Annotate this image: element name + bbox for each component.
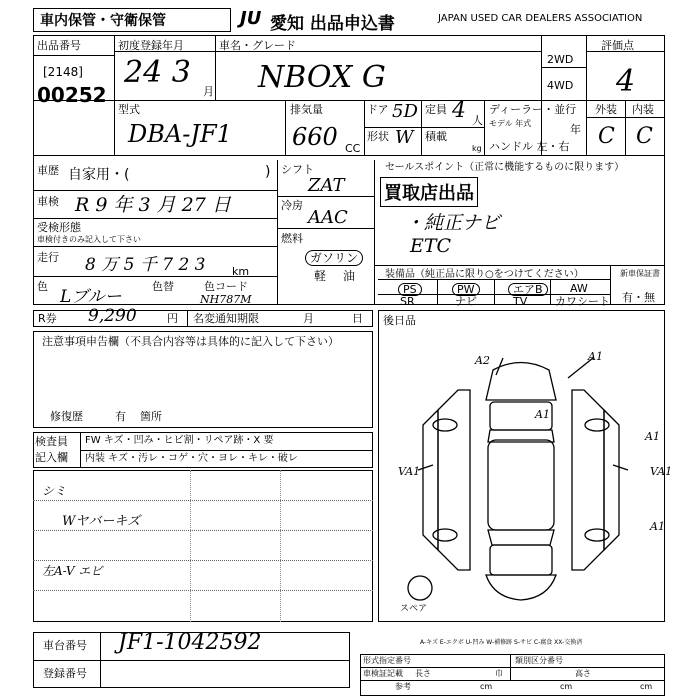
fuel-label: 燃料 [281, 232, 303, 245]
inspection-label: 車検 [37, 195, 59, 208]
year-unit: 年 [570, 123, 581, 136]
register-label: 登録番号 [43, 667, 87, 680]
interior-label: 内装 [632, 103, 654, 116]
color-value: Lブルー [60, 287, 122, 307]
interior-value: C [636, 124, 653, 149]
repair-label: 修復歴 [50, 410, 83, 423]
shift-value: ZAT [308, 175, 345, 196]
mark-a1-rear: A1 [650, 520, 665, 533]
capacity-label: 定員 [425, 103, 447, 116]
tailgate-shape [490, 545, 552, 575]
fuel-gas: ガソリン [305, 250, 363, 266]
damage-legend: A-キズ E-エクボ U-凹み W-補修跡 S-サビ C-腐食 XX-交換済 [420, 639, 583, 646]
kg-unit: kg [472, 144, 482, 153]
mark-a1-right: A1 [645, 430, 660, 443]
rear-glass-shape [488, 530, 554, 545]
model-year-label: モデル 年式 [489, 119, 532, 128]
inspector-note-3: 左A-V エビ [42, 564, 103, 578]
form-title: 愛知 出品申込書 [270, 14, 395, 34]
height-label: 高さ [575, 669, 591, 678]
load-label: 積載 [425, 130, 447, 143]
name-change-label: 名変通知期限 [193, 312, 259, 325]
receive-label: 受検形態 [37, 221, 81, 234]
after-label: 後日品 [383, 314, 416, 327]
equip-sr: SR [400, 295, 415, 308]
model-value: NBOX G [258, 60, 386, 95]
drive-2wd: 2WD [547, 53, 574, 66]
equip-tv: TV [513, 295, 528, 308]
inspector-note-1: シミ [42, 484, 67, 498]
exterior-value: C [598, 124, 615, 149]
cm-3: cm [640, 682, 653, 691]
right-door-shape [604, 410, 619, 550]
displacement-value: 660 [292, 123, 338, 151]
type-label: 型式 [118, 103, 140, 116]
model-label: 車名・グレード [219, 39, 296, 52]
history-value: 自家用・( [68, 167, 130, 183]
warranty-value: 有・無 [622, 291, 655, 304]
spec-label: 形式指定番号 [363, 656, 411, 665]
shape-label: 形状 [367, 130, 389, 143]
mark-a1-front: A1 [588, 350, 603, 363]
door-value: 5D [392, 101, 418, 122]
rear-bumper-shape [486, 575, 556, 600]
sales-point-label: セールスポイント（正常に機能するものに限ります） [385, 162, 625, 173]
shift-label: シフト [281, 163, 314, 176]
ac-label: 冷房 [281, 199, 303, 212]
inspector-row-1: FW キズ・凹み・ヒビ割・リペア跡・X 要 [85, 435, 274, 446]
wheel-fr [585, 419, 609, 431]
buyback-stamp: 買取店出品 [380, 177, 478, 207]
mark-a1-hood: A1 [535, 408, 550, 421]
spare-label: スペア [400, 604, 428, 614]
first-reg-value: 24 3 [124, 55, 191, 90]
registered-label: 車検証記載 [363, 669, 403, 678]
door-label: ドア [367, 103, 389, 116]
notes-label: 注意事項申告欄（不具合内容等は具体的に記入して下さい） [42, 335, 339, 348]
lot-sub: [2148] [43, 65, 83, 79]
repair-location: 箇所 [140, 410, 162, 423]
chassis-label: 車台番号 [43, 639, 87, 652]
handle-label: ハンドル 左・右 [489, 140, 570, 153]
displacement-label: 排気量 [290, 103, 323, 116]
wheel-rl [433, 529, 457, 541]
mileage-label: 走行 [37, 251, 59, 264]
equipment-label: 装備品（純正品に限り○をつけてください） [385, 269, 584, 280]
month-unit: 月 [203, 85, 214, 98]
repair-value: 有 [115, 410, 126, 423]
wheel-rr [585, 529, 609, 541]
name-change-day: 日 [352, 312, 363, 325]
drive-4wd: 4WD [547, 79, 574, 92]
mark-a2: A2 [475, 354, 490, 367]
inspector-notes-area [33, 470, 373, 622]
cm-2: cm [560, 682, 573, 691]
lot-label: 出品番号 [37, 39, 81, 52]
warranty-label: 新車保証書 [620, 269, 660, 278]
capacity-unit: 人 [472, 114, 483, 127]
color-change-label: 色替 [152, 280, 174, 293]
recycle-value: 9,290 [88, 306, 137, 326]
score-value: 4 [616, 64, 636, 99]
cm-1: cm [480, 682, 493, 691]
name-change-month: 月 [303, 312, 314, 325]
inspection-value: R 9 年 3 月 27 日 [75, 194, 231, 216]
roof-shape [488, 440, 554, 530]
inspector-note-2: Wヤバーキズ [62, 514, 141, 529]
car-diagram [378, 330, 665, 620]
history-label: 車歴 [37, 164, 59, 177]
storage-tag-box [33, 8, 231, 32]
capacity-value: 4 [452, 98, 466, 123]
chassis-value: JF1-1042592 [118, 630, 262, 655]
inspector-label-2: 記入欄 [35, 451, 68, 464]
equip-leather: カワシート [555, 295, 610, 308]
km-unit: km [232, 265, 250, 278]
mileage-value: 8 万 5 千 7 2 3 [85, 255, 206, 275]
score-label: 評価点 [601, 39, 634, 52]
ju-logo: JU [240, 8, 262, 29]
receive-note: 車検付きのみ記入して下さい [37, 235, 141, 244]
length-label: 長さ [415, 669, 431, 678]
class-label: 類別区分番号 [515, 656, 563, 665]
yen-unit: 円 [167, 312, 178, 325]
ac-value: AAC [308, 207, 348, 228]
color-code-label: 色コード [204, 280, 248, 293]
equip-aw: AW [570, 282, 588, 295]
fuel-oil: 油 [343, 269, 356, 283]
sales-line-1: ・純正ナビ [405, 212, 501, 234]
shape-value: W [395, 127, 414, 148]
ref-label: 参考 [395, 682, 411, 691]
type-value: DBA-JF1 [128, 120, 232, 148]
left-door-shape [423, 410, 438, 550]
storage-tag: 車内保管・守衛保管 [40, 13, 166, 29]
equip-ps: PS [398, 283, 422, 296]
wheel-fl [433, 419, 457, 431]
spare-tire-shape [408, 576, 432, 600]
recycle-label: R券 [38, 312, 57, 325]
cc-unit: CC [345, 142, 361, 155]
first-reg-label: 初度登録年月 [118, 39, 184, 52]
right-side-shape [572, 390, 604, 570]
equip-airbag: エアB [508, 283, 548, 296]
fuel-light: 軽 [314, 269, 327, 283]
equip-pw: PW [452, 283, 480, 296]
color-label: 色 [37, 280, 48, 293]
equip-navi: ナビ [455, 295, 477, 308]
exterior-label: 外装 [595, 103, 617, 116]
inspector-label-1: 検査員 [35, 435, 68, 448]
front-bumper-shape [486, 363, 556, 401]
mark-va1-right: VA1 [650, 465, 673, 478]
inspector-row-2: 内装 キズ・汚レ・コゲ・穴・ヨレ・キレ・破レ [85, 453, 298, 464]
left-side-shape [438, 390, 470, 570]
width-label: 巾 [495, 669, 503, 678]
sales-line-2: ETC [410, 235, 452, 257]
auction-sheet: 車内保管・守衛保管 JU 愛知 出品申込書 JAPAN USED CAR DEALERS ASSOCIATION 出品番号 [2148] 00252 初度登録年月 24 3 月 車名・グレード NBOX G 2WD 4WD 評価点 4 型式 DBA-JF1 排気量 660 CC ドア 5D 形状 W 定員 4 人 積載 kg ディーラー・並行 モデル 年式 年 ハンドル 左・右 外装 内装 C C 車歴 自家用・( ) 車検 R 9 年 3 月 27 日 受検形態 車検付きのみ記入して下さい 走行 8 万 5 千 7 2 3 km 色 Lブルー 色替 色コード NH787M シフト ZAT 冷房 AAC 燃料 ガソリン 軽 油 セールスポイント（正常に機能するものに限ります） 買取店出品 ・純正ナビ ETC 装備品（純正品に限り○をつけてください） PS PW エアB AW SR ナビ TV カワシート 新車保証書 有・無 R券 9,290 円 名変通知期限 月 日 注意事項申告欄（不具合内容等は具体的に記入して下さい） 修復歴 有 箇所 検査員 記入欄 FW キズ・凹み・ヒビ割・リペア跡・X 要 内装 キズ・汚レ・コゲ・穴・ヨレ・キレ・破レ シミ Wヤバーキズ 左A-V エビ 後日品 A2 A1 A1 A1 VA1 VA1 A1 スペア A-キズ E-エクボ U-凹み W-補修跡 S-サビ C-腐食 XX-交換済 車台番号 JF1-1042592 登録番号 形式指定番号 類別区分番号 車検証記載 長さ 巾 高さ 参考 cm cm cm [0, 0, 700, 700]
color-code-value: NH787M [200, 293, 252, 306]
association-name: JAPAN USED CAR DEALERS ASSOCIATION [438, 13, 643, 24]
lot-number: 00252 [37, 83, 107, 107]
dealer-label: ディーラー・並行 [489, 103, 577, 116]
mark-va1-left: VA1 [398, 465, 421, 478]
